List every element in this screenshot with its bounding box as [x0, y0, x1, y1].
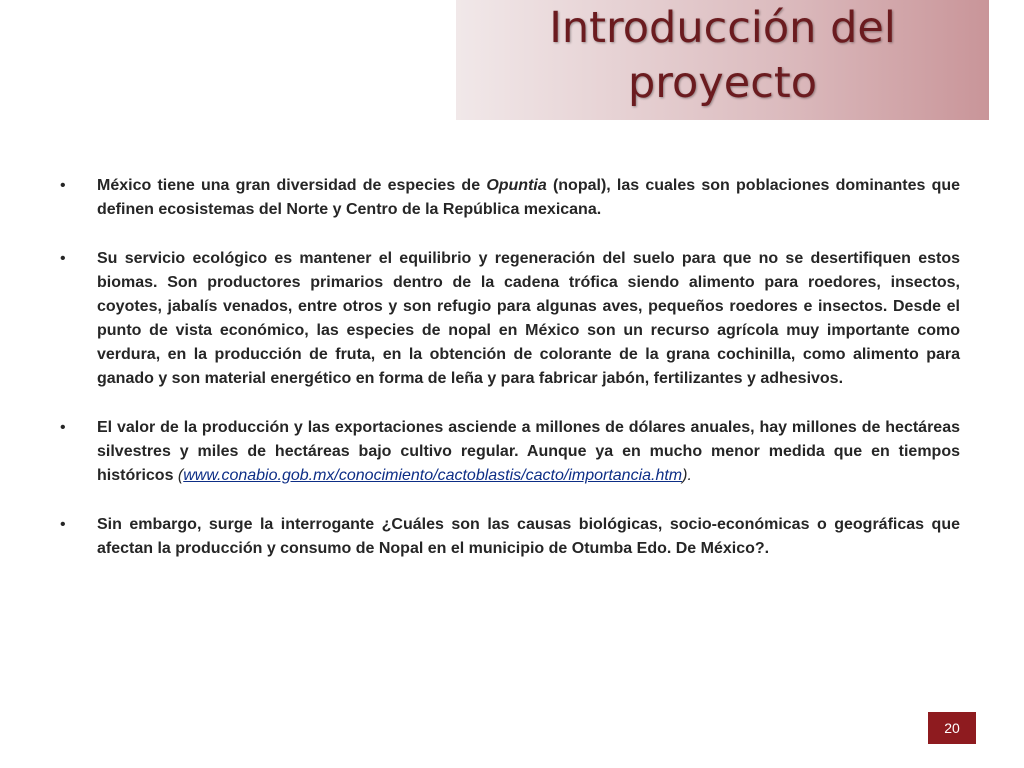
bullet-text: El valor de la producción y las exportaciones asciende a millones de dólares anuales, hay millones de hectáreas silvestres y miles de hectáreas bajo cultivo regular. Aunque ya en mucho menor medida que en tiempos históricos: [97, 419, 960, 484]
bullet-text: (nopal), las cuales son poblaciones dominantes que definen ecosistemas del Norte y Centro de la República mexicana.: [97, 177, 961, 218]
bullet-marker: •: [60, 177, 66, 194]
bullet-item: [60, 513, 960, 561]
bullet-marker: •: [60, 250, 66, 267]
paren-open: (: [177, 467, 184, 484]
paren-close: ).: [682, 467, 692, 484]
bullet-text: México tiene una gran diversidad de especies de: [97, 177, 487, 194]
slide-number: 20: [928, 712, 976, 744]
conabio-link[interactable]: www.conabio.gob.mx/conocimiento/cactoblastis/cacto/importancia.htm: [183, 467, 683, 484]
species-name: Opuntia: [486, 177, 547, 194]
slide-title-line-1: Introducción del: [549, 3, 896, 53]
slide-body: [60, 174, 960, 586]
bullet-marker: •: [60, 516, 66, 533]
bullet-item: [60, 247, 960, 391]
bullet-text: Sin embargo, surge la interrogante ¿Cuáles son las causas biológicas, socio-económicas o geográficas que afectan la producción y consumo de Nopal en el municipio de Otumba Edo. De México?.: [97, 516, 960, 557]
bullet-text: Su servicio ecológico es mantener el equilibrio y regeneración del suelo para que no se desertifiquen estos biomas. Son productores primarios dentro de la cadena trófica siendo alimento para roedores, insectos, coyotes, jabalís venados, entre otros y son refugio para algunas aves, pequeños roedores e insectos. Desde el punto de vista económico, las especies de nopal en México son un recurso agrícola muy importante como verdura, en la producción de fruta, en la obtención de colorante de la grana cochinilla, como alimento para ganado y son material energético en forma de leña y para fabricar jabón, fertilizantes y adhesivos.: [97, 250, 960, 387]
bullet-item: [60, 416, 960, 488]
bullet-item: [60, 174, 960, 222]
slide-title: [456, 0, 989, 116]
slide-title-line-2: proyecto: [627, 58, 818, 108]
bullet-marker: •: [60, 419, 66, 436]
